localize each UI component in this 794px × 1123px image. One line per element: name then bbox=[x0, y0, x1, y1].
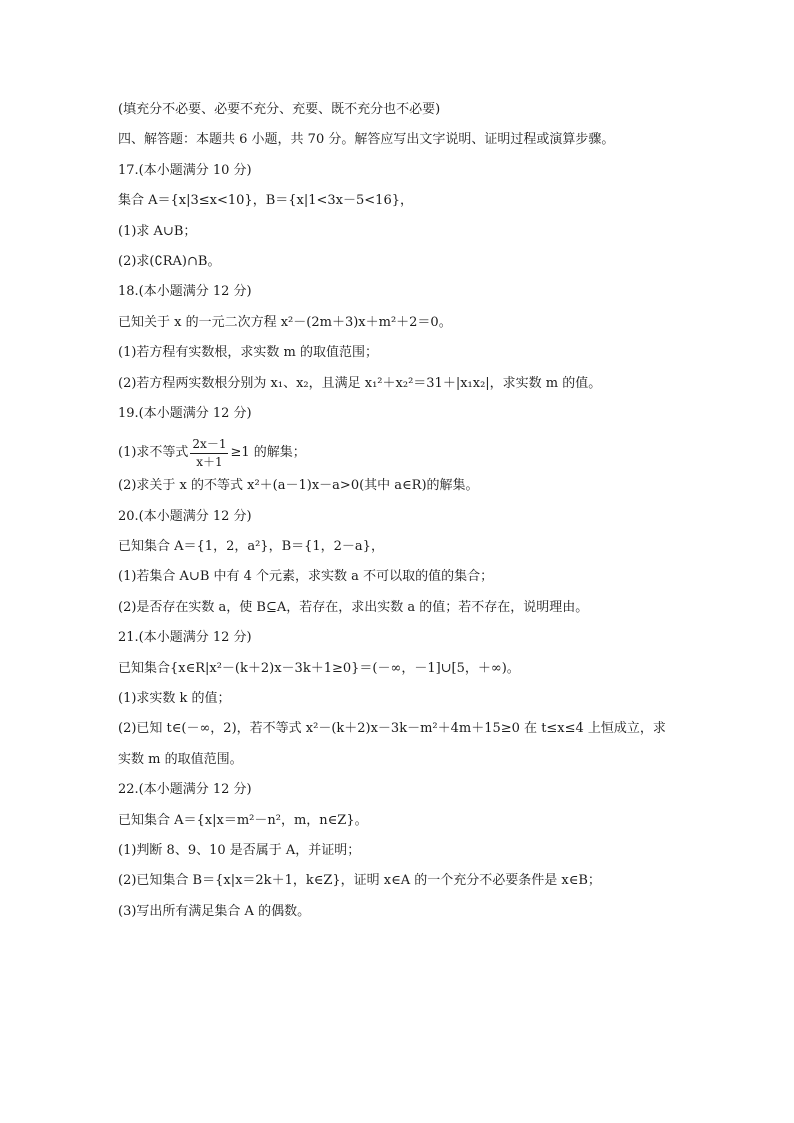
question-22-part-2: (2)已知集合 B＝{x|x＝2k＋1，k∈Z}，证明 x∈A 的一个充分不必要条件是 x∈B； bbox=[118, 873, 601, 889]
fill-blank-options: (填充分不必要、必要不充分、充要、既不充分也不必要) bbox=[118, 102, 441, 117]
question-17-part-1: (1)求 A∪B； bbox=[118, 223, 197, 239]
question-19-part-1-suffix: ≥1 的解集； bbox=[230, 445, 306, 461]
question-22-part-1: (1)判断 8、9、10 是否属于 A，并证明； bbox=[118, 842, 361, 858]
question-21-stem: 已知集合{x∈R|x²－(k＋2)x－3k＋1≥0}＝(－∞，－1]∪[5，＋∞)。 bbox=[118, 660, 520, 676]
question-17-stem: 集合 A＝{x|3≤x<10}，B＝{x|1<3x－5<16}， bbox=[118, 193, 413, 209]
question-17-part-2: (2)求(∁RA)∩B。 bbox=[118, 253, 221, 269]
question-19-part-1 bbox=[118, 435, 678, 471]
question-20-part-2: (2)是否存在实数 a，使 B⊆A，若存在，求出实数 a 的值；若不存在，说明理由。 bbox=[118, 599, 589, 615]
question-18-stem: 已知关于 x 的一元二次方程 x²－(2m＋3)x＋m²＋2＝0。 bbox=[118, 314, 452, 330]
fraction-denominator: x＋1 bbox=[196, 454, 223, 469]
question-21-part-2: (2)已知 t∈(－∞，2)，若不等式 x²－(k＋2)x－3k－m²＋4m＋15≥0 在 t≤x≤4 上恒成立，求 bbox=[118, 721, 666, 737]
fraction-numerator: 2x－1 bbox=[190, 437, 228, 454]
exam-content bbox=[118, 101, 678, 933]
question-18-title: 18.(本小题满分 12 分) bbox=[118, 284, 252, 300]
question-22-title: 22.(本小题满分 12 分) bbox=[118, 782, 252, 798]
section-heading: 四、解答题：本题共 6 小题，共 70 分。解答应写出文字说明、证明过程或演算步骤。 bbox=[118, 132, 615, 148]
question-22-stem: 已知集合 A＝{x|x＝m²－n²，m，n∈Z}。 bbox=[118, 812, 368, 828]
question-20-title: 20.(本小题满分 12 分) bbox=[118, 508, 252, 524]
question-19-title: 19.(本小题满分 12 分) bbox=[118, 405, 252, 421]
question-18-part-1: (1)若方程有实数根，求实数 m 的取值范围； bbox=[118, 345, 379, 361]
question-18-part-2: (2)若方程两实数根分别为 x₁、x₂，且满足 x₁²＋x₂²＝31＋|x₁x₂|，求实数 m 的值。 bbox=[118, 375, 602, 391]
question-17-title: 17.(本小题满分 10 分) bbox=[118, 162, 252, 178]
fraction bbox=[190, 437, 228, 470]
question-20-part-1: (1)若集合 A∪B 中有 4 个元素，求实数 a 不可以取的值的集合； bbox=[118, 569, 494, 585]
question-21-part-2-continued: 实数 m 的取值范围。 bbox=[118, 751, 243, 767]
question-22-part-3: (3)写出所有满足集合 A 的偶数。 bbox=[118, 903, 311, 919]
question-19-part-2: (2)求关于 x 的不等式 x²＋(a－1)x－a>0(其中 a∈R)的解集。 bbox=[118, 478, 479, 494]
question-19-part-1-prefix: (1)求不等式 bbox=[118, 445, 189, 461]
question-21-part-1: (1)求实数 k 的值； bbox=[118, 691, 231, 707]
question-21-title: 21.(本小题满分 12 分) bbox=[118, 630, 252, 646]
question-20-stem: 已知集合 A＝{1，2，a²}，B＝{1，2－a}， bbox=[118, 539, 384, 555]
